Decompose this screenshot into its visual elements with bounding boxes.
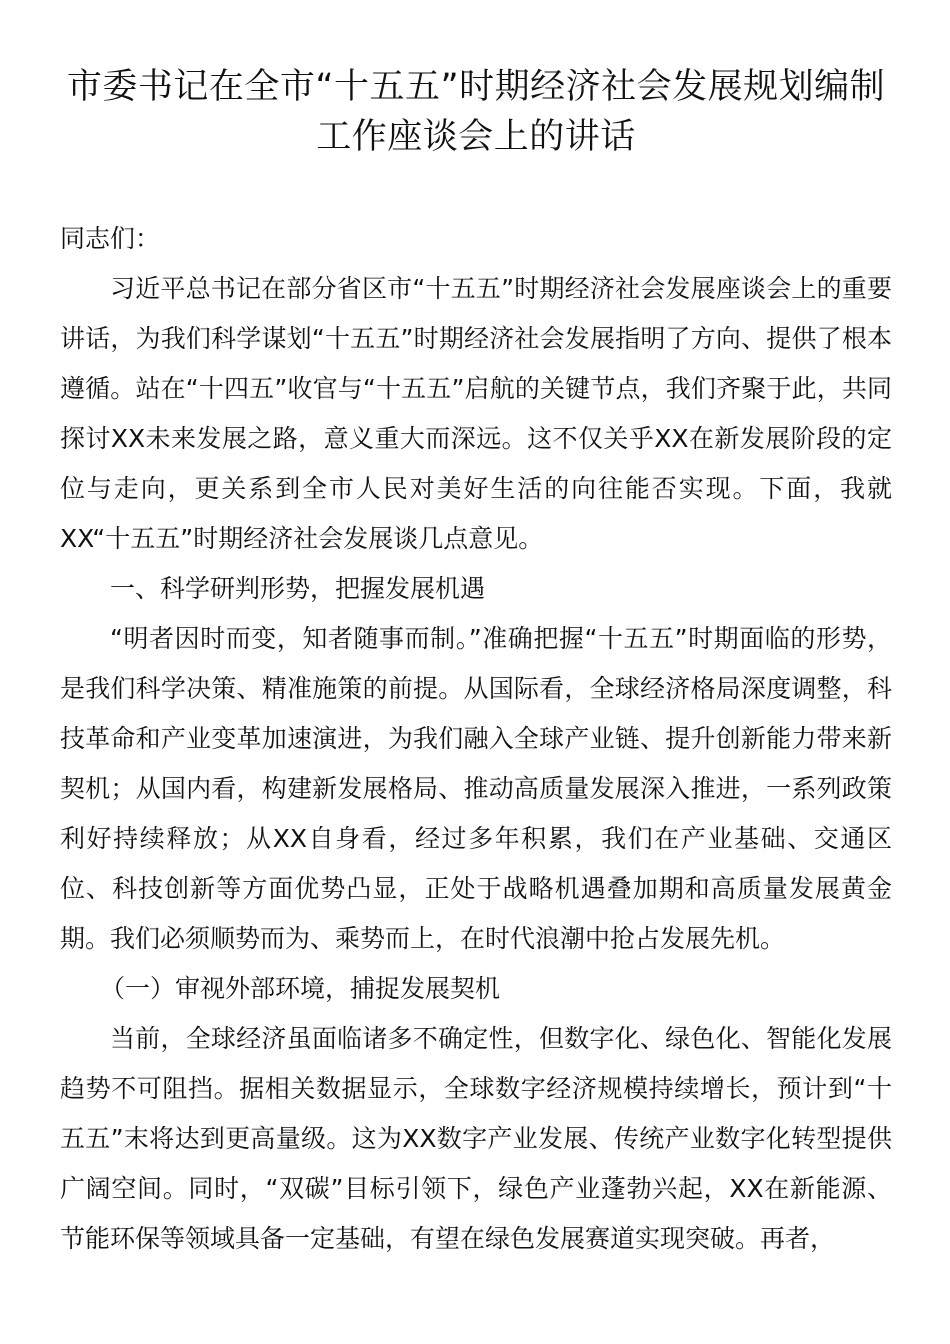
paragraph-external-environment: 当前，全球经济虽面临诸多不确定性，但数字化、绿色化、智能化发展趋势不可阻挡。据相关数据显示，全球数字经济规模持续增长，预计到“十五五”末将达到更高量级。这为XX数字产业发展、传统产业数字化转型提供广阔空间。同时，“双碳”目标引领下，绿色产业蓬勃兴起，XX在新能源、节能环保等领域具备一定基础，有望在绿色发展赛道实现突破。再者， (60, 1024, 892, 1253)
paragraph-intro: 习近平总书记在部分省区市“十五五”时期经济社会发展座谈会上的重要讲话，为我们科学谋划“十五五”时期经济社会发展指明了方向、提供了根本遵循。站在“十四五”收官与“十五五”启航的关键节点，我们齐聚于此，共同探讨XX未来发展之路，意义重大而深远。这不仅关乎XX在新发展阶段的定位与走向，更关系到全市人民对美好生活的向往能否实现。下面，我就XX“十五五”时期经济社会发展谈几点意见。 (60, 274, 892, 553)
document-body (60, 214, 892, 1264)
salutation: 同志们： (60, 224, 161, 253)
document-title: 市委书记在全市“十五五”时期经济社会发展规划编制工作座谈会上的讲话 (66, 67, 886, 157)
paragraph-situation: “明者因时而变，知者随事而制。”准确把握“十五五”时期面临的形势，是我们科学决策、精准施策的前提。从国际看，全球经济格局深度调整，科技革命和产业变革加速演进，为我们融入全球产业链、提升创新能力带来新契机；从国内看，构建新发展格局、推动高质量发展深入推进，一系列政策利好持续释放；从XX自身看，经过多年积累，我们在产业基础、交通区位、科技创新等方面优势凸显，正处于战略机遇叠加期和高质量发展黄金期。我们必须顺势而为、乘势而上，在时代浪潮中抢占发展先机。 (60, 624, 892, 953)
section-heading-1: 一、科学研判形势，把握发展机遇 (110, 574, 486, 603)
subsection-heading-1: （一）审视外部环境，捕捉发展契机 (100, 974, 501, 1003)
